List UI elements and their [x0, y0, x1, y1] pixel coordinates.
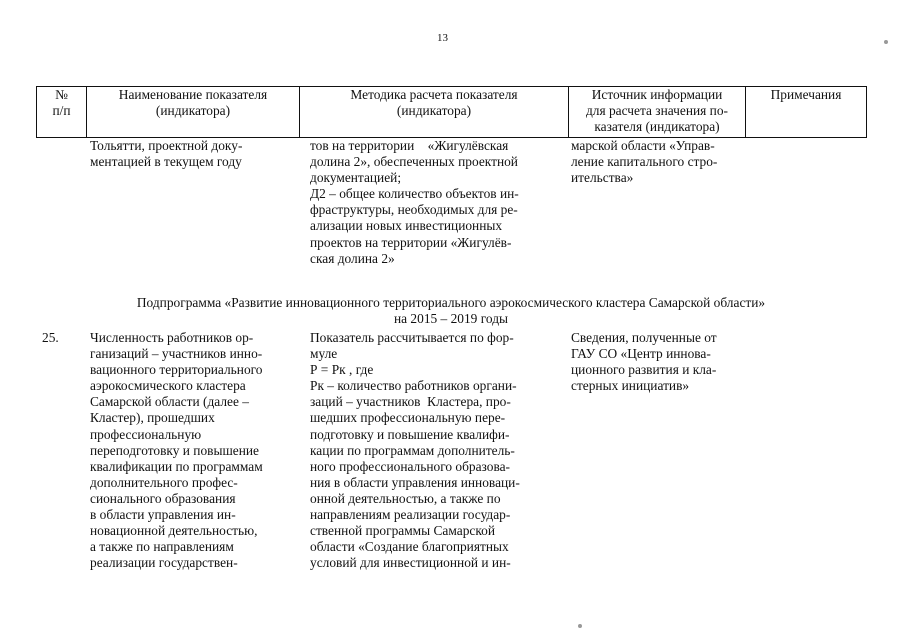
row-25-name-cell: Численность работников ор- ганизаций – участников инно- вационного территориального аэрокосмического кластера Самарской области (далее – Кластер), прошедших профессиональную переподготовку и повышение квалификации по программам дополнительного профес- сионального образования в области управления ин- новационной деятельностью, а также по направлениям реализации государствен- — [90, 330, 263, 571]
continued-method-cell: тов на территории «Жигулёвская долина 2», обеспеченных проектной документацией; Д2 – общее количество объектов ин- фраструктуры, необходимых для ре- ализации новых инвестиционных проектов на территории «Жигулёв- ская долина 2» — [310, 138, 519, 266]
continued-name-cell: Тольятти, проектной доку- ментацией в текущем году — [90, 138, 243, 170]
row-25-number: 25. — [42, 330, 59, 345]
header-num: № п/п — [37, 87, 87, 138]
scan-speck — [578, 624, 582, 628]
header-name: Наименование показателя (индикатора) — [87, 87, 300, 138]
row-25-method-cell: Показатель рассчитывается по фор- муле Р = Рк , где Рк – количество работников органи- заций – участников Кластера, про- шедших профессиональную пере- подготовку и повышение квалифи- кации по программам дополнитель- ного профессионального образова- ния в области управления инноваци- онной деятельностью, а также по направлениям реализации государ- ственной программы Самарской области «Создание благоприятных условий для инвестиционной и ин- — [310, 330, 520, 571]
page-number: 13 — [437, 32, 448, 44]
continued-source-cell: марской области «Управ- ление капитального стро- ительства» — [571, 138, 718, 186]
row-25-source-cell: Сведения, полученные от ГАУ СО «Центр иннова- ционного развития и кла- стерных инициатив» — [571, 330, 717, 394]
header-notes: Примечания — [746, 87, 867, 138]
header-method: Методика расчета показателя (индикатора) — [300, 87, 569, 138]
subprogram-title: Подпрограмма «Развитие инновационного территориального аэрокосмического кластера Самарской области» — [136, 295, 766, 310]
scan-speck — [884, 40, 888, 44]
table-header — [36, 86, 867, 138]
subprogram-period: на 2015 – 2019 годы — [393, 311, 509, 326]
header-source: Источник информации для расчета значения по- казателя (индикатора) — [569, 87, 746, 138]
